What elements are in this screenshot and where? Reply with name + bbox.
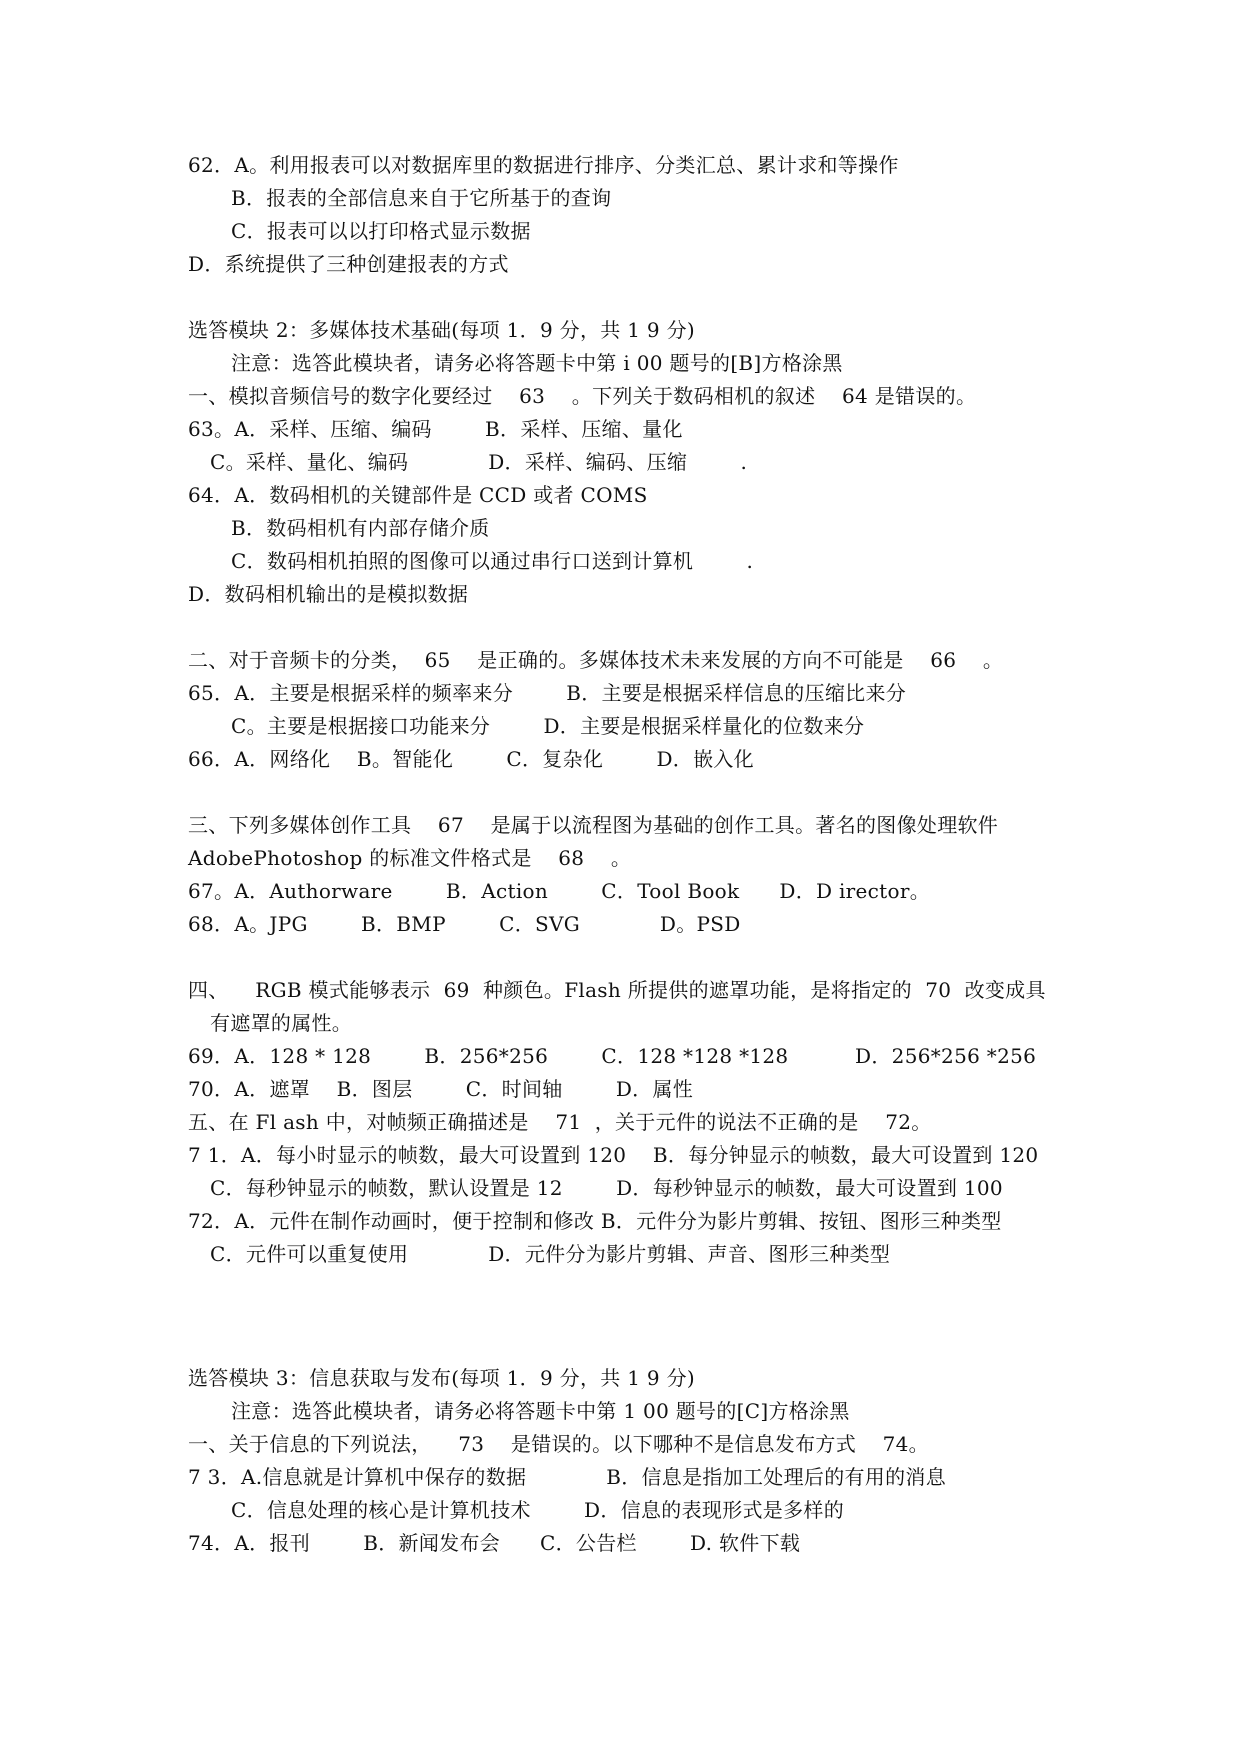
module2-heading: 选答模块 2：多媒体技术基础(每项 1．9 分，共 1 9 分) bbox=[188, 318, 695, 342]
section-5-stem: 五、在 Fl ash 中，对帧频正确描述是 71 ，关于元件的说法不正确的是 72。 bbox=[188, 1110, 932, 1134]
section-3-stem: 三、下列多媒体创作工具 67 是属于以流程图为基础的创作工具。著名的图像处理软件 bbox=[188, 813, 999, 837]
q68-options: 68．A。JPG B．BMP C．SVG D。PSD bbox=[188, 912, 741, 936]
q64-option-c: C．数码相机拍照的图像可以通过串行口送到计算机 . bbox=[231, 549, 754, 573]
q64-option-d: D．数码相机输出的是模拟数据 bbox=[188, 582, 469, 606]
q73-options-ab: 7 3．A.信息就是计算机中保存的数据 B．信息是指加工处理后的有用的消息 bbox=[188, 1465, 946, 1489]
q67-options: 67。A．Authorware B．Action C．Tool Book D．D irector。 bbox=[188, 879, 931, 903]
m3-section-1-stem: 一、关于信息的下列说法， 73 是错误的。以下哪种不是信息发布方式 74。 bbox=[188, 1432, 929, 1456]
q73-options-cd: C．信息处理的核心是计算机技术 D．信息的表现形式是多样的 bbox=[231, 1498, 844, 1522]
q62-option-a: 62．A。利用报表可以对数据库里的数据进行排序、分类汇总、累计求和等操作 bbox=[188, 153, 899, 177]
q74-options: 74．A．报刊 B．新闻发布会 C．公告栏 D. 软件下载 bbox=[188, 1531, 801, 1555]
q63-options-cd: C。采样、量化、编码 D．采样、编码、压缩 . bbox=[210, 450, 748, 474]
q62-option-d: D．系统提供了三种创建报表的方式 bbox=[188, 252, 509, 276]
q62-option-b: B．报表的全部信息来自于它所基于的查询 bbox=[231, 186, 612, 210]
section-4-stem-cont: 有遮罩的属性。 bbox=[210, 1011, 353, 1035]
q71-options-ab: 7 1．A．每小时显示的帧数，最大可设置到 120 B．每分钟显示的帧数，最大可设置到 120 bbox=[188, 1143, 1039, 1167]
q65-options-cd: C。主要是根据接口功能来分 D．主要是根据采样量化的位数来分 bbox=[231, 714, 865, 738]
section-1-stem: 一、模拟音频信号的数字化要经过 63 。下列关于数码相机的叙述 64 是错误的。 bbox=[188, 384, 977, 408]
section-4-stem: 四、 RGB 模式能够表示 69 种颜色。Flash 所提供的遮罩功能，是将指定的 70 改变成具 bbox=[188, 978, 1046, 1002]
q70-options: 70．A．遮罩 B．图层 C．时间轴 D．属性 bbox=[188, 1077, 694, 1101]
q69-options: 69．A．128 * 128 B．256*256 C．128 *128 *128 D．256*256 *256 bbox=[188, 1044, 1037, 1068]
module2-note: 注意：选答此模块者，请务必将答题卡中第 i 00 题号的[B]方格涂黑 bbox=[231, 351, 843, 375]
section-2-stem: 二、对于音频卡的分类， 65 是正确的。多媒体技术未来发展的方向不可能是 66 。 bbox=[188, 648, 1004, 672]
q66-options: 66．A．网络化 B。智能化 C．复杂化 D．嵌入化 bbox=[188, 747, 754, 771]
q62-option-c: C．报表可以以打印格式显示数据 bbox=[231, 219, 531, 243]
q65-options-ab: 65．A．主要是根据采样的频率来分 B．主要是根据采样信息的压缩比来分 bbox=[188, 681, 907, 705]
q72-options-cd: C．元件可以重复使用 D．元件分为影片剪辑、声音、图形三种类型 bbox=[210, 1242, 891, 1266]
q64-option-b: B．数码相机有内部存储介质 bbox=[231, 516, 490, 540]
q63-options-ab: 63。A．采样、压缩、编码 B．采样、压缩、量化 bbox=[188, 417, 683, 441]
q72-options-ab: 72．A．元件在制作动画时，便于控制和修改 B．元件分为影片剪辑、按钮、图形三种类型 bbox=[188, 1209, 1002, 1233]
q71-options-cd: C．每秒钟显示的帧数，默认设置是 12 D．每秒钟显示的帧数，最大可设置到 100 bbox=[210, 1176, 1003, 1200]
module3-note: 注意：选答此模块者，请务必将答题卡中第 1 00 题号的[C]方格涂黑 bbox=[231, 1399, 850, 1423]
module3-heading: 选答模块 3：信息获取与发布(每项 1．9 分，共 1 9 分) bbox=[188, 1366, 695, 1390]
section-3-stem-cont: AdobePhotoshop 的标准文件格式是 68 。 bbox=[188, 846, 632, 870]
q64-option-a: 64．A．数码相机的关键部件是 CCD 或者 COMS bbox=[188, 483, 648, 507]
